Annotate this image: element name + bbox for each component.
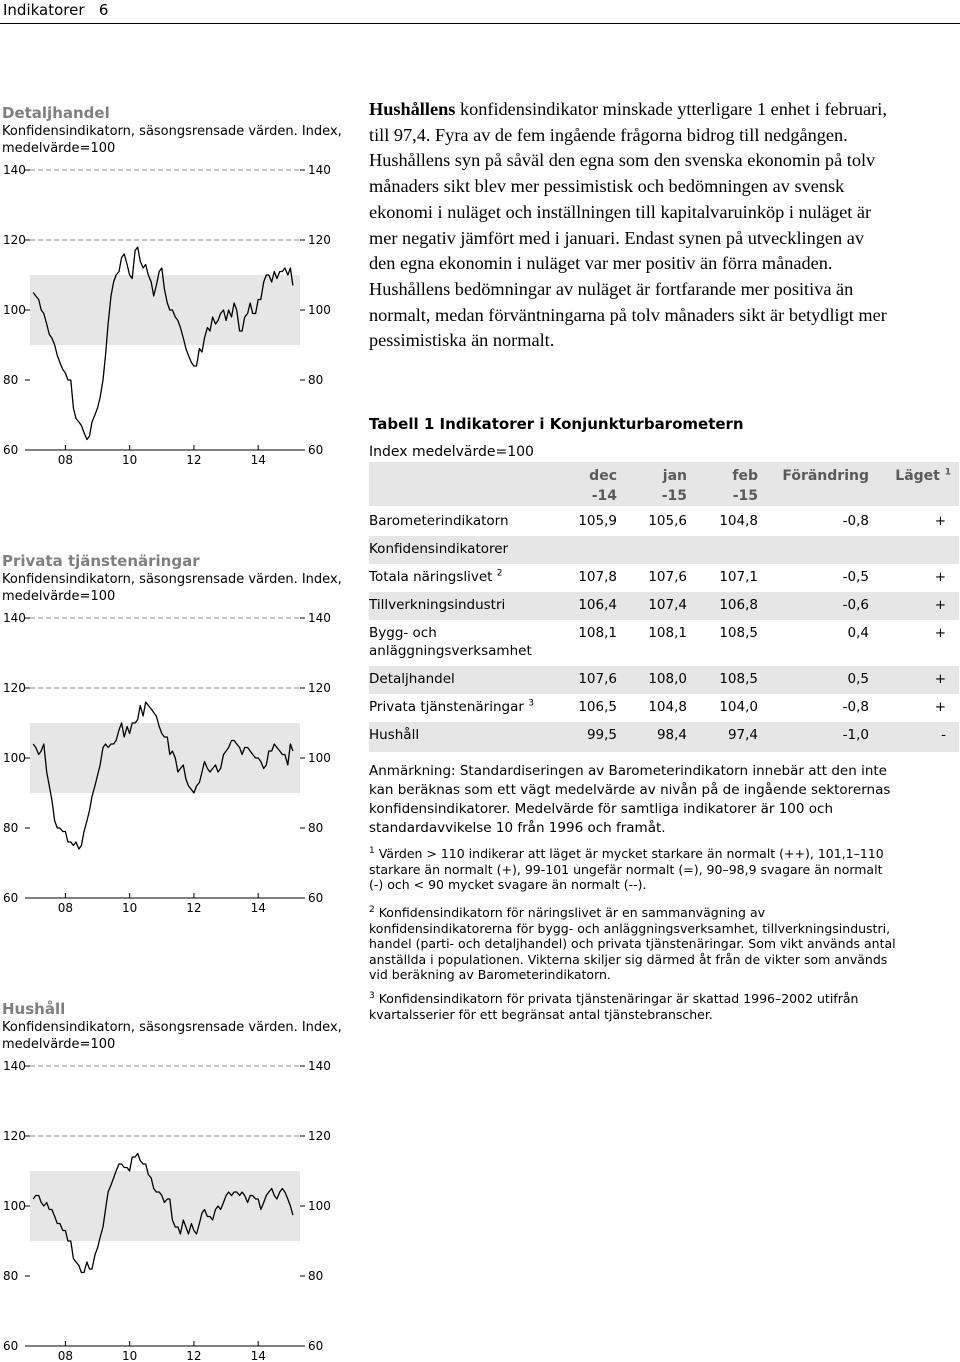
row-name-text: Privata tjänstenäringar — [369, 699, 524, 715]
row-name-text: Totala näringslivet — [369, 569, 493, 585]
table-row — [369, 694, 959, 722]
y-tick-label-left: 60 — [3, 443, 19, 457]
footnote-text: Värden > 110 indikerar att läget är mycket starkare än normalt (++), 101,1–110 starkare än normalt (+), 99-101 ungefär normalt (=), 90–98,9 svagare än normalt (-) och < 90 mycket svagare än normalt (--). — [369, 846, 884, 893]
x-tick-label: 14 — [250, 901, 266, 915]
y-tick-label-left: 100 — [3, 303, 26, 317]
row-feb: 106,8 — [719, 597, 758, 613]
y-tick-label-right: 140 — [308, 163, 331, 177]
col-status — [869, 467, 951, 485]
y-tick-label-left: 100 — [3, 751, 26, 765]
footnote-number: 2 — [369, 904, 375, 915]
row-dec: 106,5 — [578, 699, 617, 715]
row-footnote: 3 — [528, 698, 534, 709]
row-dec: 108,1 — [578, 625, 617, 641]
footnote-2 — [369, 905, 899, 983]
x-tick-label: 08 — [57, 453, 73, 467]
chart-detaljhandel-plot — [0, 160, 345, 480]
y-tick-label-right: 60 — [308, 1339, 324, 1353]
chart-hushall-plot — [0, 1056, 345, 1362]
row-name: Konfidensindikatorer — [369, 541, 509, 557]
table-row — [369, 620, 959, 666]
row-footnote: 2 — [496, 568, 503, 579]
row-jan: 104,8 — [648, 699, 687, 715]
x-tick-label: 10 — [122, 1349, 138, 1362]
y-tick-label-right: 120 — [308, 681, 331, 695]
row-status: + — [934, 625, 946, 641]
row-status: + — [934, 699, 946, 715]
row-jan: 107,6 — [648, 569, 687, 585]
row-feb: 108,5 — [719, 671, 758, 687]
y-tick-label-right: 140 — [308, 1059, 331, 1073]
y-tick-label-left: 120 — [3, 1129, 26, 1143]
x-tick-label: 12 — [186, 453, 202, 467]
row-change: -0,8 — [842, 513, 869, 529]
chart-title: Privata tjänstenäringar — [2, 552, 200, 570]
col-status-label: Läget — [895, 468, 940, 484]
intro-lead: Hushållens — [369, 99, 456, 119]
row-change: 0,4 — [847, 625, 869, 641]
col-change: Förändring — [782, 468, 869, 484]
row-name: Hushåll — [369, 727, 420, 743]
intro-paragraph — [369, 97, 889, 354]
table-row — [369, 722, 959, 752]
y-tick-label-right: 100 — [308, 303, 331, 317]
row-change: 0,5 — [847, 671, 869, 687]
row-dec: 107,8 — [578, 569, 617, 585]
col-dec: dec — [589, 468, 617, 484]
y-tick-label-left: 140 — [3, 611, 26, 625]
table-row — [369, 666, 959, 694]
row-dec: 105,9 — [578, 513, 617, 529]
row-jan: 105,6 — [648, 513, 687, 529]
page-header — [0, 0, 960, 24]
row-name: Tillverkningsindustri — [369, 597, 506, 613]
normal-band — [30, 723, 300, 793]
col-status-footnote: 1 — [944, 467, 951, 478]
row-feb: 104,8 — [719, 513, 758, 529]
footnote-text: Konfidensindikatorn för privata tjänstenäringar är skattad 1996–2002 utifrån kvartalsserier för ett begränsat antal tjänstebranscher. — [369, 991, 859, 1022]
y-tick-label-left: 120 — [3, 233, 26, 247]
footnote-text: Konfidensindikatorn för näringslivet är en sammanvägning av konfidensindikatorerna för bygg- och anläggningsverksamhet, tillverkningsindustri, handel (parti- och detaljhandel) och privata tjänstenäringar. Som vikt används antal anställda i populationen. Vikterna skiljer sig därmed åt från de vikter som används vid beräkning av Barometerindikatorn. — [369, 905, 896, 983]
footnote-3 — [369, 991, 899, 1022]
y-tick-label-left: 80 — [3, 1269, 19, 1283]
row-jan: 107,4 — [648, 597, 687, 613]
page-number: 6 — [98, 1, 109, 19]
table-remark: Anmärkning: Standardiseringen av Barometerindikatorn innebär att den inte kan beräknas som ett vägt medelvärde av nivån på de ingående sektorernas konfidensindikatorer. Medelvärde för samtliga indikatorer är 100 och standardavvikelse 10 från 1996 och framåt. — [369, 763, 891, 836]
row-name: Bygg- och — [369, 625, 437, 641]
col-feb: feb — [732, 468, 758, 484]
x-tick-label: 10 — [122, 901, 138, 915]
y-tick-label-right: 60 — [308, 891, 324, 905]
table-row — [369, 592, 959, 620]
row-feb: 97,4 — [727, 727, 758, 743]
y-tick-label-right: 80 — [308, 373, 324, 387]
chart-subtitle: Konfidensindikatorn, säsongsrensade värden. Index, medelvärde=100 — [2, 1020, 342, 1052]
row-feb: 107,1 — [719, 569, 758, 585]
table-title: Tabell 1 Indikatorer i Konjunkturbarometern — [369, 415, 744, 433]
header-section: Indikatorer — [3, 1, 85, 19]
row-dec: 107,6 — [578, 671, 617, 687]
row-change: -0,8 — [842, 699, 869, 715]
y-tick-label-right: 120 — [308, 233, 331, 247]
row-name-line2: anläggningsverksamhet — [369, 643, 532, 659]
row-status: + — [934, 569, 946, 585]
row-change: -0,5 — [842, 569, 869, 585]
x-tick-label: 08 — [57, 1349, 73, 1362]
row-status: + — [934, 671, 946, 687]
row-change: -0,6 — [842, 597, 869, 613]
table-subtitle: Index medelvärde=100 — [369, 444, 534, 460]
row-name — [369, 698, 534, 716]
table-row-section — [369, 536, 959, 564]
header-title — [3, 1, 108, 19]
intro-text: konfidensindikator minskade ytterligare 1 enhet i februari, till 97,4. Fyra av de fem ingående frågorna bidrog till nedgången. Hushållens syn på såväl den egna som den svenska ekonomin på tolv månaders sikt blev mer pessimistisk och bedömningen av svensk ekonomi i nuläget och inställningen till kapitalvaruinköp i nuläget är mer negativ jämfört med i januari. Endast synen på utvecklingen av den egna ekonomin i nuläget var mer positiv än förra månaden. Hushållens bedömningar av nuläget är fortfarande mer positiva än normalt, medan förväntningarna på tolv månaders sikt är betydligt mer pessimistiska än normalt. — [369, 99, 887, 351]
row-dec: 106,4 — [578, 597, 617, 613]
y-tick-label-right: 140 — [308, 611, 331, 625]
row-feb: 104,0 — [719, 699, 758, 715]
row-name — [369, 568, 503, 586]
table-header — [369, 462, 959, 506]
row-feb: 108,5 — [719, 625, 758, 641]
y-tick-label-left: 120 — [3, 681, 26, 695]
y-tick-label-left: 60 — [3, 1339, 19, 1353]
x-tick-label: 14 — [250, 453, 266, 467]
normal-band — [30, 275, 300, 345]
table-row — [369, 508, 959, 536]
col-feb-year: -15 — [732, 488, 758, 504]
chart-hushall — [2, 1000, 347, 1053]
y-tick-label-left: 100 — [3, 1199, 26, 1213]
x-tick-label: 10 — [122, 453, 138, 467]
col-jan-year: -15 — [661, 488, 687, 504]
row-name: Detaljhandel — [369, 671, 455, 687]
row-jan: 108,1 — [648, 625, 687, 641]
row-jan: 108,0 — [648, 671, 687, 687]
y-tick-label-left: 140 — [3, 163, 26, 177]
col-jan: jan — [662, 468, 687, 484]
chart-title: Hushåll — [2, 1000, 66, 1018]
y-tick-label-right: 100 — [308, 751, 331, 765]
x-tick-label: 14 — [250, 1349, 266, 1362]
chart-detaljhandel — [2, 104, 347, 157]
x-tick-label: 12 — [186, 1349, 202, 1362]
table-row — [369, 564, 959, 592]
y-tick-label-left: 80 — [3, 821, 19, 835]
chart-privata-tjanstenaringar-plot — [0, 608, 345, 928]
row-status: + — [934, 597, 946, 613]
chart-subtitle: Konfidensindikatorn, säsongsrensade värden. Index, medelvärde=100 — [2, 572, 342, 604]
row-dec: 99,5 — [586, 727, 617, 743]
y-tick-label-right: 80 — [308, 1269, 324, 1283]
row-jan: 98,4 — [656, 727, 687, 743]
chart-title: Detaljhandel — [2, 104, 110, 122]
x-tick-label: 12 — [186, 901, 202, 915]
footnote-number: 1 — [369, 845, 375, 856]
y-tick-label-left: 80 — [3, 373, 19, 387]
row-change: -1,0 — [842, 727, 869, 743]
col-dec-year: -14 — [591, 488, 617, 504]
row-status: + — [934, 513, 946, 529]
chart-privata-tjanstenaringar — [2, 552, 347, 605]
row-status: - — [941, 727, 946, 743]
row-name: Barometerindikatorn — [369, 513, 509, 529]
y-tick-label-right: 100 — [308, 1199, 331, 1213]
y-tick-label-right: 80 — [308, 821, 324, 835]
y-tick-label-left: 60 — [3, 891, 19, 905]
x-tick-label: 08 — [57, 901, 73, 915]
y-tick-label-left: 140 — [3, 1059, 26, 1073]
chart-subtitle: Konfidensindikatorn, säsongsrensade värden. Index, medelvärde=100 — [2, 124, 342, 156]
y-tick-label-right: 60 — [308, 443, 324, 457]
footnote-1 — [369, 846, 899, 893]
y-tick-label-right: 120 — [308, 1129, 331, 1143]
footnote-number: 3 — [369, 990, 375, 1001]
